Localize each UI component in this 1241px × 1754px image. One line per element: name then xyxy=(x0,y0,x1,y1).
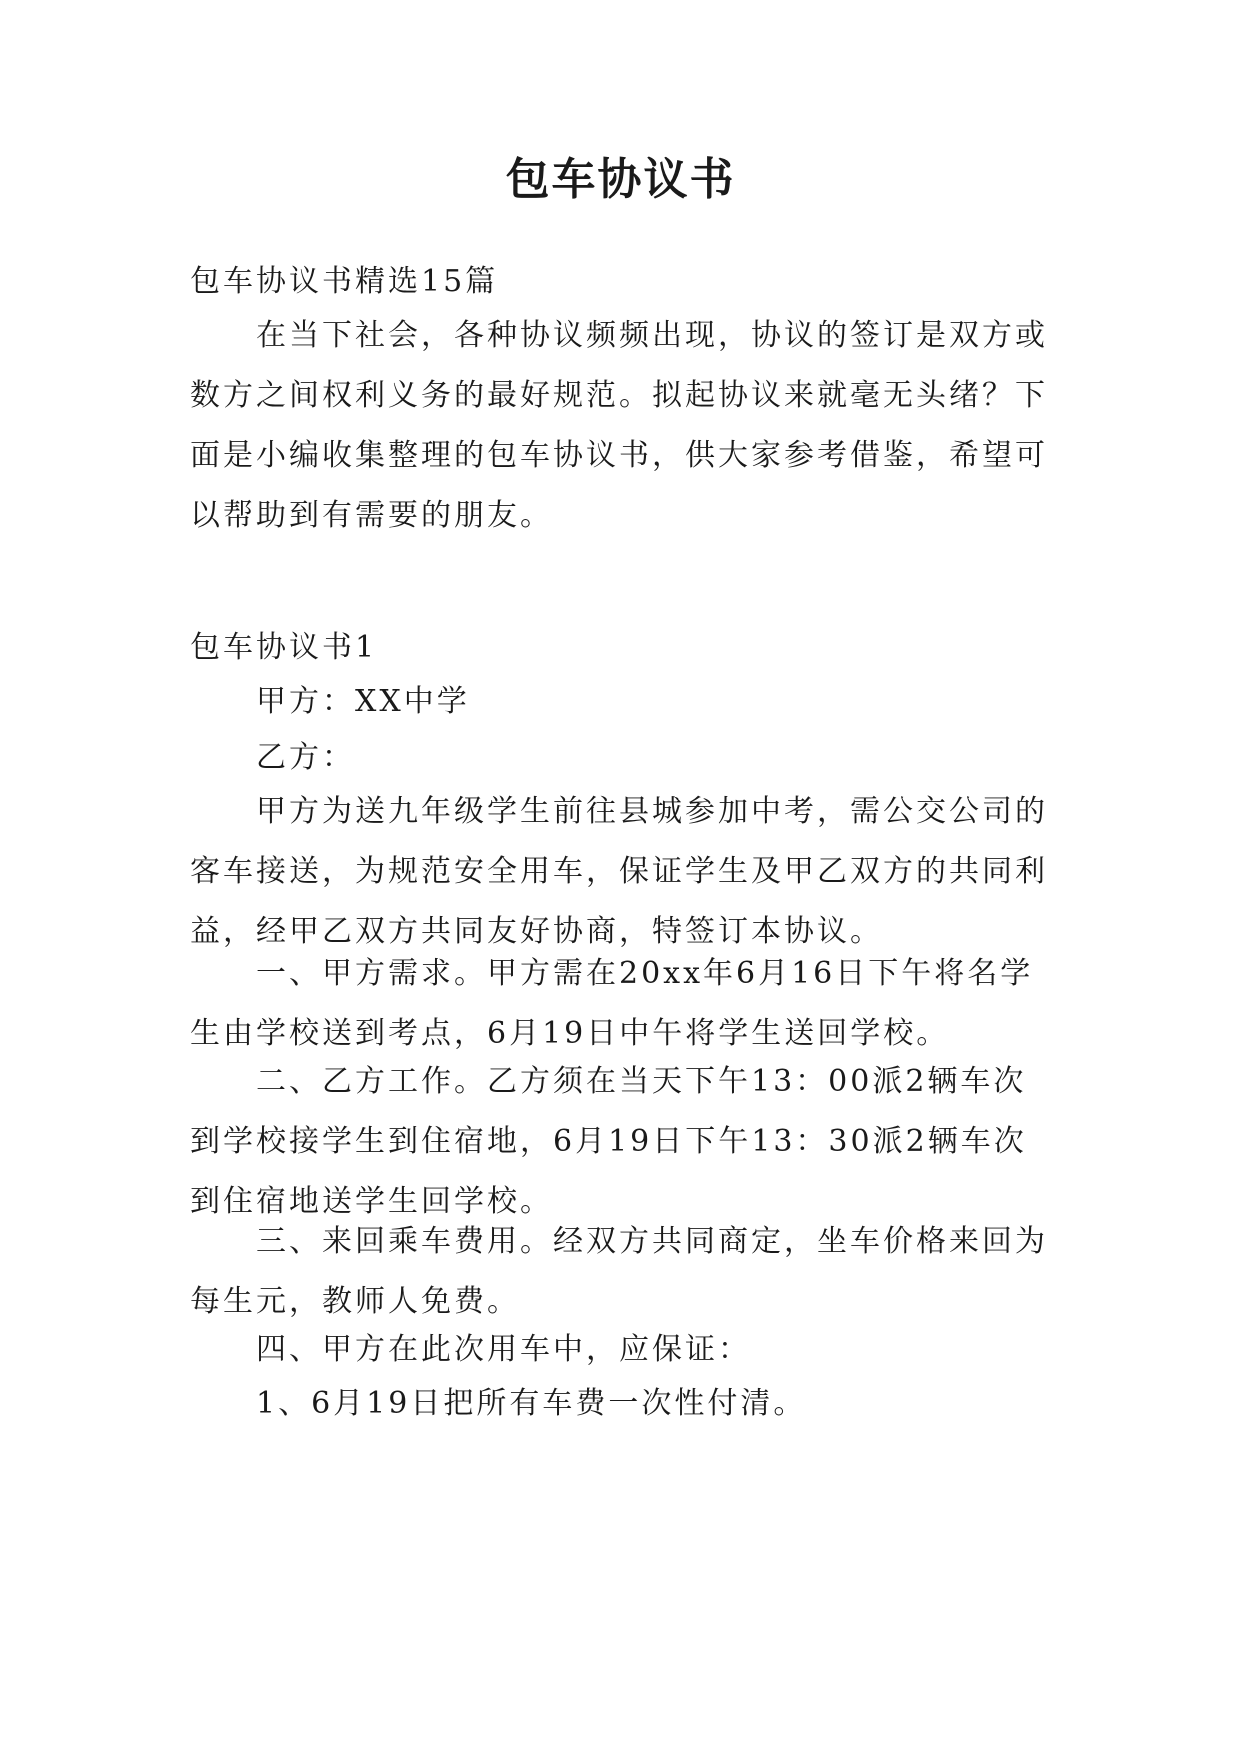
purpose-paragraph xyxy=(190,782,1060,962)
clause-4-item-1: 1、6月19日把所有车费一次性付清。 xyxy=(256,1386,807,1421)
intro-line: 以帮助到有需要的朋友。 xyxy=(190,498,553,533)
document-title: 包车协议书 xyxy=(505,154,736,205)
party-b: 乙方： xyxy=(256,740,355,775)
clause-2-line: 到学校接学生到住宿地，6月19日下午13：30派2辆车次 xyxy=(190,1124,1027,1159)
clause-3-line: 三、来回乘车费用。经双方共同商定，坐车价格来回为 xyxy=(256,1224,1048,1259)
intro-line: 面是小编收集整理的包车协议书，供大家参考借鉴，希望可 xyxy=(190,438,1048,473)
clause-1-line: 生由学校送到考点，6月19日中午将学生送回学校。 xyxy=(190,1016,950,1051)
purpose-line: 甲方为送九年级学生前往县城参加中考，需公交公司的 xyxy=(256,794,1048,829)
clause-3-line: 每生元，教师人免费。 xyxy=(190,1284,520,1319)
intro-line: 在当下社会，各种协议频频出现，协议的签订是双方或 xyxy=(256,318,1048,353)
clause-3 xyxy=(190,1212,1060,1332)
clause-1 xyxy=(190,944,1060,1064)
party-a: 甲方：XX中学 xyxy=(256,684,470,719)
purpose-line: 益，经甲乙双方共同友好协商，特签订本协议。 xyxy=(190,914,883,949)
intro-line: 数方之间权利义务的最好规范。拟起协议来就毫无头绪？下 xyxy=(190,378,1048,413)
purpose-line: 客车接送，为规范安全用车，保证学生及甲乙双方的共同利 xyxy=(190,854,1048,889)
intro-heading: 包车协议书精选15篇 xyxy=(190,264,499,299)
section-heading: 包车协议书1 xyxy=(190,630,378,665)
clause-2-line: 到住宿地送学生回学校。 xyxy=(190,1184,553,1219)
clause-1-line: 一、甲方需求。甲方需在20xx年6月16日下午将名学 xyxy=(256,956,1034,991)
clause-4: 四、甲方在此次用车中，应保证： xyxy=(256,1332,751,1367)
clause-2 xyxy=(190,1052,1060,1232)
clause-2-line: 二、乙方工作。乙方须在当天下午13：00派2辆车次 xyxy=(256,1064,1027,1099)
intro-paragraph xyxy=(190,306,1060,546)
